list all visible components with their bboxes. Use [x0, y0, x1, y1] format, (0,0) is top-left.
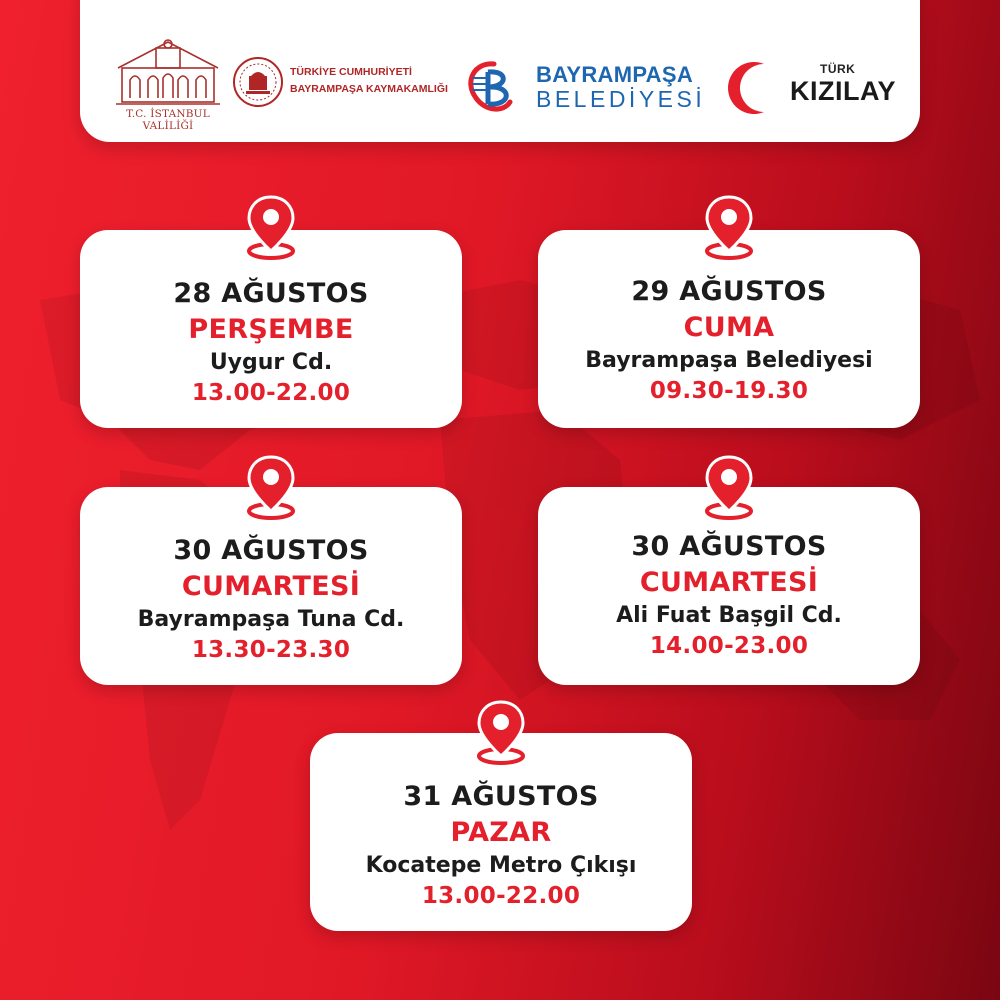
event-day: CUMA — [683, 312, 775, 343]
event-date: 30 AĞUSTOS — [173, 535, 369, 566]
event-date: 29 AĞUSTOS — [631, 276, 827, 307]
bayrampasa-belediyesi-logo — [464, 58, 724, 118]
location-pin-icon — [701, 195, 757, 261]
event-time: 14.00-23.00 — [649, 633, 809, 659]
kizilay-small-text: TÜRK — [820, 62, 856, 76]
logo-bar — [80, 0, 920, 142]
belediye-line1: BAYRAMPAŞA — [536, 62, 694, 87]
event-date: 30 AĞUSTOS — [631, 531, 827, 562]
event-day: PERŞEMBE — [188, 314, 354, 345]
kaymakamlik-text — [290, 64, 448, 98]
location-pin-icon — [701, 455, 757, 521]
kizilay-name: KIZILAY — [790, 76, 897, 106]
event-time: 13.00-22.00 — [421, 883, 581, 909]
location-pin-icon — [243, 195, 299, 261]
location-pin-icon — [243, 455, 299, 521]
turk-kizilay-logo — [724, 58, 904, 120]
belediye-emblem-icon — [464, 58, 528, 116]
belediye-line2: BELEDİYESİ — [536, 86, 706, 112]
crescent-icon — [724, 58, 784, 118]
event-date: 31 AĞUSTOS — [403, 781, 599, 812]
event-place: Ali Fuat Başgil Cd. — [616, 603, 842, 628]
governor-building-icon — [108, 34, 228, 108]
kaymakamlik-line1: TÜRKİYE CUMHURİYETİ — [290, 66, 412, 78]
location-pin-icon — [473, 700, 529, 766]
kaymakamlik-line2: BAYRAMPAŞA KAYMAKAMLIĞI — [290, 83, 448, 95]
kaymakamlik-emblem-icon — [232, 56, 284, 108]
event-time: 13.00-22.00 — [191, 380, 351, 406]
event-day: CUMARTESİ — [639, 567, 819, 598]
kaymakamlik-logo — [232, 56, 452, 116]
valilik-caption: T.C. İSTANBUL VALİLİĞİ — [126, 108, 210, 132]
event-day: PAZAR — [450, 817, 552, 848]
event-place: Bayrampaşa Tuna Cd. — [137, 607, 405, 632]
istanbul-valiligi-logo — [108, 34, 228, 132]
event-place: Bayrampaşa Belediyesi — [585, 348, 873, 373]
event-place: Uygur Cd. — [209, 350, 333, 375]
event-day: CUMARTESİ — [181, 571, 361, 602]
event-place: Kocatepe Metro Çıkışı — [365, 853, 637, 878]
event-date: 28 AĞUSTOS — [173, 278, 369, 309]
event-time: 09.30-19.30 — [649, 378, 809, 404]
event-time: 13.30-23.30 — [191, 637, 351, 663]
